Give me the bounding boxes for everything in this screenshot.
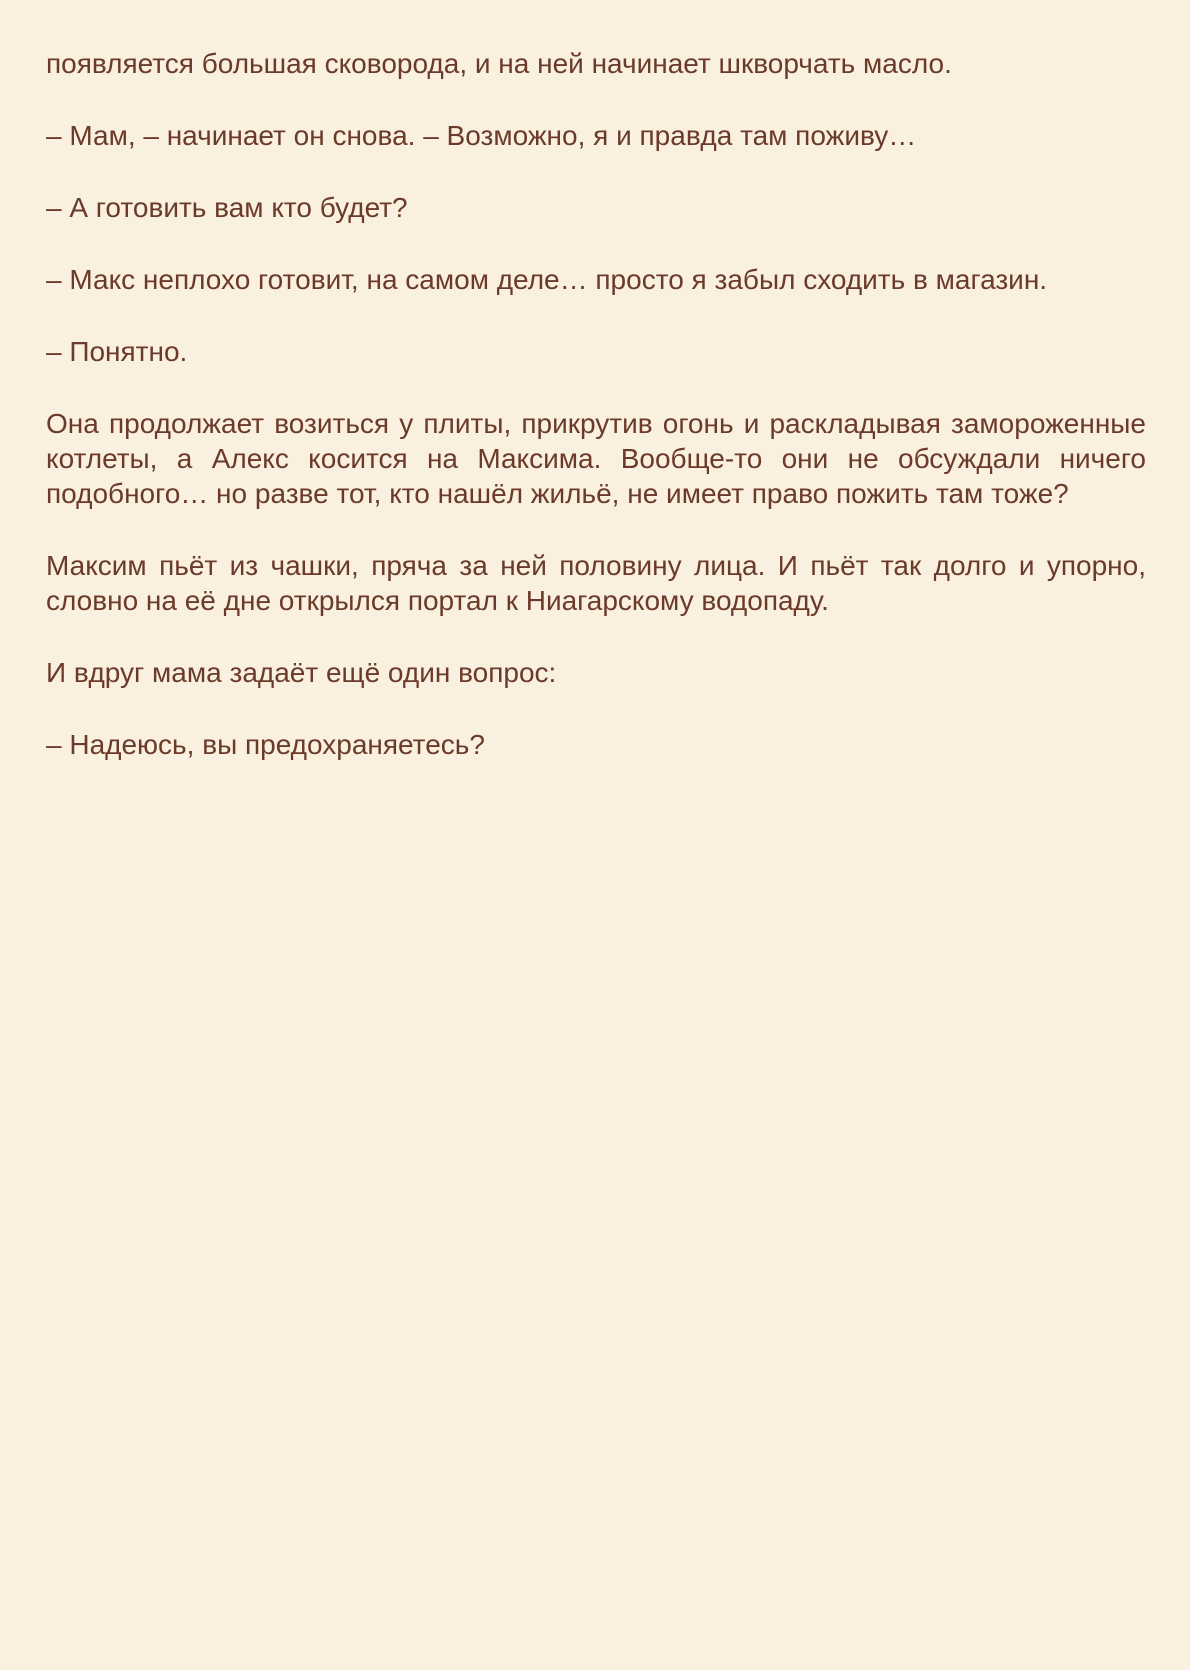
paragraph-1: появляется большая сковорода, и на ней начинает шкворчать масло.	[46, 48, 952, 79]
paragraph-6: Она продолжает возиться у плиты, прикрутив огонь и раскладывая замороженные котлеты, а Алекс косится на Максима. Вообще-то они не обсуждали ничего подобного… но разве тот, кто нашёл жильё, не имеет право пожить там тоже?	[46, 408, 1146, 509]
paragraph-7: Максим пьёт из чашки, пряча за ней половину лица. И пьёт так долго и упорно, словно на её дне открылся портал к Ниагарскому водопаду.	[46, 550, 1146, 616]
book-text	[46, 46, 1146, 762]
paragraph-5: – Понятно.	[46, 336, 188, 367]
paragraph-2: – Мам, – начинает он снова. – Возможно, я и правда там поживу…	[46, 120, 917, 151]
paragraph-3: – А готовить вам кто будет?	[46, 192, 408, 223]
paragraph-4: – Макс неплохо готовит, на самом деле… просто я забыл сходить в магазин.	[46, 264, 1048, 295]
paragraph-9: – Надеюсь, вы предохраняетесь?	[46, 729, 485, 760]
paragraph-8: И вдруг мама задаёт ещё один вопрос:	[46, 657, 557, 688]
